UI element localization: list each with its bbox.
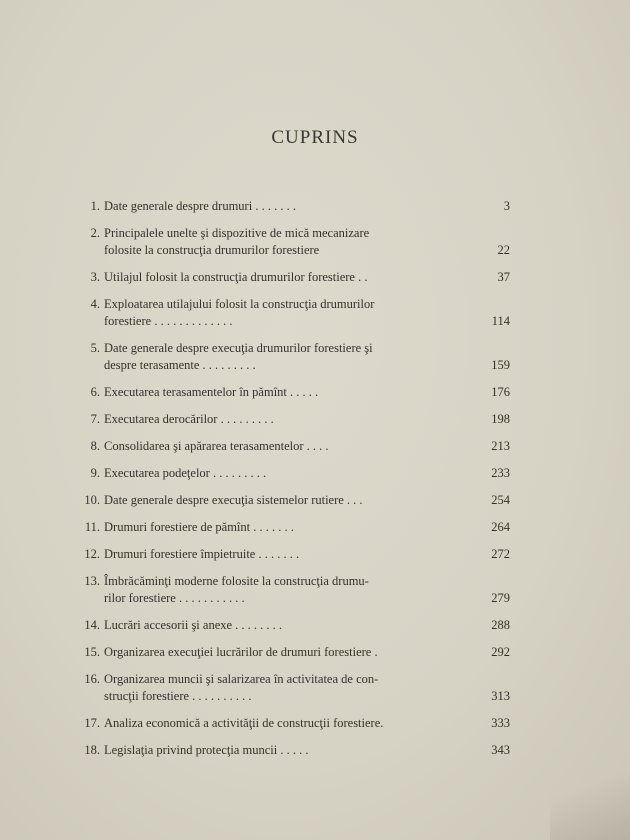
toc-entry-page-number: 233 — [491, 466, 510, 480]
toc-entry-page-number: 279 — [491, 591, 510, 605]
toc-entry — [80, 438, 510, 455]
toc-entry-title — [104, 438, 464, 455]
toc-entry-number: 2. — [90, 226, 100, 240]
toc-entry-number: 12. — [84, 547, 100, 561]
toc-entry-title — [104, 617, 464, 634]
toc-entry-title — [104, 519, 464, 536]
toc-entry — [80, 671, 510, 705]
toc-entry-page-number: 254 — [491, 493, 510, 507]
toc-entry-page-number: 159 — [491, 358, 510, 372]
toc-entry-title-line: Drumuri forestiere împietruite . . . . . . . — [104, 547, 300, 561]
toc-entry-title — [104, 546, 464, 563]
toc-entry-number: 18. — [84, 743, 100, 757]
toc-entry-number: 7. — [90, 412, 100, 426]
toc-entry-number: 4. — [90, 297, 100, 311]
toc-entry-title-line: Analiza economică a activităţii de construcţii forestiere. — [104, 716, 384, 730]
toc-entry-number: 17. — [84, 716, 100, 730]
toc-entry-title — [104, 225, 464, 259]
toc-entry-title — [104, 198, 464, 215]
toc-entry-title-line: Consolidarea şi apărarea terasamentelor . . . . — [104, 439, 329, 453]
toc-entry — [80, 644, 510, 661]
toc-entry-number: 1. — [90, 199, 100, 213]
toc-entry-page-number: 313 — [491, 689, 510, 703]
toc-entry-title-line: Îmbrăcăminţi moderne folosite la construcţia drumu- — [104, 574, 369, 588]
toc-entry-title — [104, 411, 464, 428]
toc-entry-title-line: Utilajul folosit la construcţia drumurilor forestiere . . — [104, 270, 368, 284]
toc-entry-page-number: 176 — [491, 385, 510, 399]
toc-entry-title-line: Executarea derocărilor . . . . . . . . . — [104, 412, 274, 426]
toc-entry-page-number: 272 — [491, 547, 510, 561]
toc-entry — [80, 617, 510, 634]
toc-entry-title — [104, 644, 464, 661]
toc-entry-title — [104, 492, 464, 509]
toc-entry-title-line: Executarea terasamentelor în pămînt . . . . . — [104, 385, 319, 399]
toc-entry-title-line: Exploatarea utilajului folosit la construcţia drumurilor — [104, 297, 375, 311]
toc-entry-title-line: forestiere . . . . . . . . . . . . . — [104, 314, 233, 328]
toc-entry-page-number: 198 — [491, 412, 510, 426]
toc-entry-page-number: 37 — [497, 270, 510, 284]
toc-entry — [80, 384, 510, 401]
toc-entry — [80, 225, 510, 259]
toc-entry-title — [104, 269, 464, 286]
toc-entry-title-line: rilor forestiere . . . . . . . . . . . — [104, 591, 245, 605]
toc-entry-page-number: 288 — [491, 618, 510, 632]
toc-entry-page-number: 264 — [491, 520, 510, 534]
toc-entry — [80, 519, 510, 536]
toc-entry-title-line: Organizarea execuţiei lucrărilor de drumuri forestiere . — [104, 645, 378, 659]
toc-entry-title-line: Date generale despre execuţia sistemelor rutiere . . . — [104, 493, 363, 507]
toc-entry — [80, 411, 510, 428]
toc-entry-title-line: strucţii forestiere . . . . . . . . . . — [104, 689, 252, 703]
toc-entry-number: 16. — [84, 672, 100, 686]
toc-entry-page-number: 3 — [503, 199, 510, 213]
toc-entry-title — [104, 671, 464, 705]
toc-entry — [80, 296, 510, 330]
toc-entry-title-line: folosite la construcţia drumurilor forestiere — [104, 243, 320, 257]
toc-entry — [80, 465, 510, 482]
toc-entry-page-number: 292 — [491, 645, 510, 659]
toc-entry-number: 13. — [84, 574, 100, 588]
toc-entry-title — [104, 340, 464, 374]
toc-entry-title-line: Principalele unelte şi dispozitive de mică mecanizare — [104, 226, 370, 240]
toc-entry-title — [104, 573, 464, 607]
toc-entry-number: 14. — [84, 618, 100, 632]
toc-entry-number: 9. — [90, 466, 100, 480]
toc-entry — [80, 492, 510, 509]
toc-entry-title — [104, 384, 464, 401]
table-of-contents — [80, 198, 510, 769]
toc-entry-title-line: Date generale despre drumuri . . . . . . . — [104, 199, 296, 213]
toc-entry-title-line: despre terasamente . . . . . . . . . — [104, 358, 256, 372]
toc-entry-title — [104, 465, 464, 482]
toc-entry-number: 11. — [84, 520, 100, 534]
toc-entry-page-number: 213 — [491, 439, 510, 453]
toc-entry-page-number: 114 — [491, 314, 510, 328]
toc-entry-title — [104, 742, 464, 759]
toc-entry — [80, 546, 510, 563]
toc-entry — [80, 198, 510, 215]
toc-entry-title-line: Date generale despre execuţia drumurilor forestiere şi — [104, 341, 373, 355]
toc-entry-number: 6. — [90, 385, 100, 399]
toc-entry-title — [104, 296, 464, 330]
toc-entry — [80, 340, 510, 374]
toc-entry-title — [104, 715, 464, 732]
toc-entry-page-number: 333 — [491, 716, 510, 730]
toc-entry-title-line: Lucrări accesorii şi anexe . . . . . . . . — [104, 618, 283, 632]
toc-entry — [80, 269, 510, 286]
page-title: CUPRINS — [271, 127, 359, 148]
toc-entry-page-number: 343 — [491, 743, 510, 757]
toc-entry-title-line: Executarea podeţelor . . . . . . . . . — [104, 466, 267, 480]
toc-entry-number: 8. — [90, 439, 100, 453]
toc-entry — [80, 573, 510, 607]
toc-entry-page-number: 22 — [497, 243, 510, 257]
toc-entry-title-line: Drumuri forestiere de pămînt . . . . . . . — [104, 520, 294, 534]
toc-entry-title-line: Organizarea muncii şi salarizarea în activitatea de con- — [104, 672, 379, 686]
page-edge-shadow — [550, 750, 630, 840]
toc-entry-number: 10. — [84, 493, 100, 507]
toc-entry-title-line: Legislaţia privind protecţia muncii . . . . . — [104, 743, 309, 757]
toc-entry — [80, 715, 510, 732]
toc-entry-number: 3. — [90, 270, 100, 284]
toc-entry-number: 15. — [84, 645, 100, 659]
toc-entry — [80, 742, 510, 759]
toc-entry-number: 5. — [90, 341, 100, 355]
